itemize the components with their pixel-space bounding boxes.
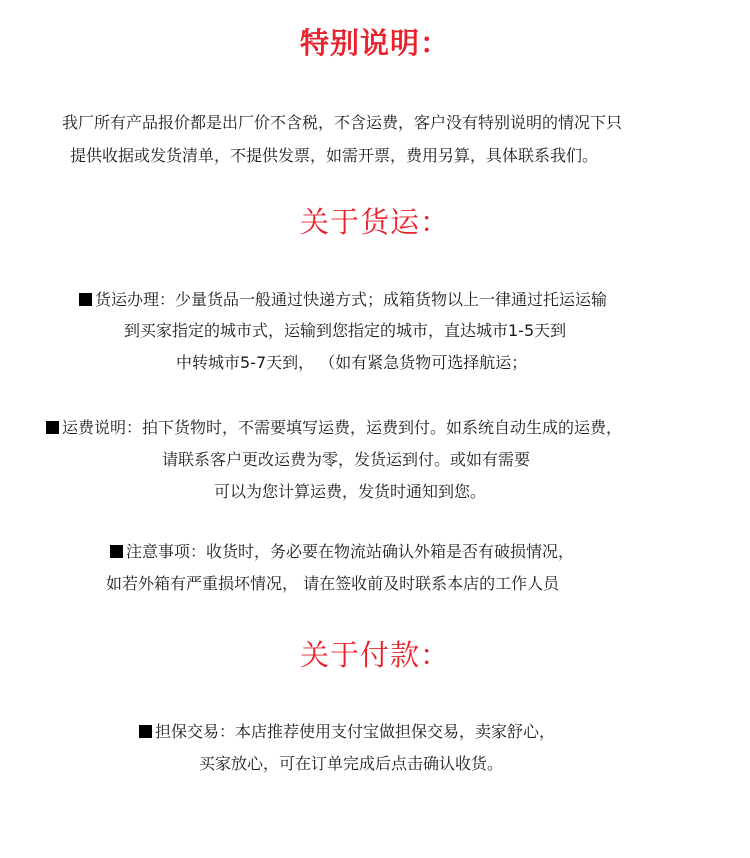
- shipping-fee-line-2: 请联系客户更改运费为零，发货运到付。或如有需要: [162, 450, 531, 469]
- payment-escrow-line-1: [139, 721, 555, 743]
- shipping-fee-text-1: 运费说明：拍下货物时，不需要填写运费，运费到付。如系统自动生成的运费，: [62, 418, 623, 437]
- shipping-fee-line-1: [46, 417, 622, 439]
- shipping-heading: 关于货运：: [299, 205, 450, 239]
- shipping-method-text-1: 货运办理：少量货品一般通过快递方式；成箱货物以上一律通过托运运输: [95, 290, 608, 309]
- special-note-line-1: 我厂所有产品报价都是出厂价不含税，不含运费，客户没有特别说明的情况下只: [62, 113, 623, 132]
- shipping-fee-line-3: 可以为您计算运费，发货时通知到您。: [214, 482, 487, 501]
- payment-escrow-text-1: 担保交易：本店推荐使用支付宝做担保交易，卖家舒心，: [155, 722, 556, 741]
- black-square-icon: [79, 293, 92, 306]
- shipping-notice-line-1: [110, 541, 574, 563]
- black-square-icon: [139, 725, 152, 738]
- black-square-icon: [110, 545, 123, 558]
- black-square-icon: [46, 421, 59, 434]
- shipping-notice-line-2: 如若外箱有严重损坏情况， 请在签收前及时联系本店的工作人员: [106, 574, 560, 593]
- payment-escrow-line-2: 买家放心，可在订单完成后点击确认收货。: [199, 754, 504, 773]
- shipping-method-line-3: 中转城市5-7天到， （如有紧急货物可选择航运；: [176, 353, 528, 372]
- shipping-method-line-1: [79, 289, 607, 311]
- shipping-notice-text-1: 注意事项：收货时，务必要在物流站确认外箱是否有破损情况，: [126, 542, 575, 561]
- payment-heading: 关于付款：: [299, 638, 450, 672]
- special-note-heading: 特别说明：: [299, 26, 450, 60]
- special-note-line-2: 提供收据或发货清单，不提供发票，如需开票，费用另算，具体联系我们。: [70, 146, 599, 165]
- shipping-method-line-2: 到买家指定的城市式，运输到您指定的城市，直达城市1-5天到: [124, 321, 567, 340]
